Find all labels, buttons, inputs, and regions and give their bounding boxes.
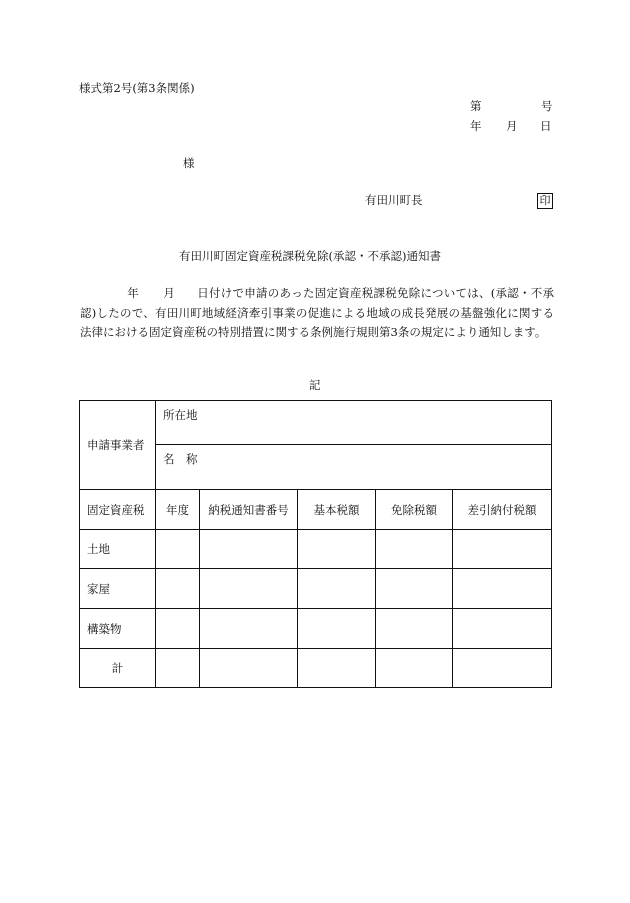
row-label-house: 家屋 (80, 569, 156, 609)
cell-base-tax (298, 569, 376, 609)
cell-net-tax (453, 609, 552, 649)
row-label-land: 土地 (80, 530, 156, 569)
cell-exempt-tax (376, 530, 453, 569)
cell-notice-number (200, 569, 298, 609)
cell-base-tax (298, 609, 376, 649)
body-month: 月 (163, 286, 176, 300)
cell-base-tax (298, 649, 376, 688)
exemption-table (79, 400, 552, 688)
header-notice-number: 納税通知書番号 (200, 490, 298, 530)
table-row (80, 569, 552, 609)
cell-net-tax (453, 530, 552, 569)
applicant-label: 申請事業者 (80, 401, 156, 490)
cell-year (156, 530, 200, 569)
table-row (80, 609, 552, 649)
header-exempt-tax: 免除税額 (376, 490, 453, 530)
cell-net-tax (453, 649, 552, 688)
cell-exempt-tax (376, 649, 453, 688)
form-number: 様式第2号(第3条関係) (79, 81, 195, 95)
cell-notice-number (200, 609, 298, 649)
addressee-suffix: 様 (183, 156, 195, 170)
date-month: 月 (506, 119, 518, 133)
date-day: 日 (540, 119, 552, 133)
header-year: 年度 (156, 490, 200, 530)
table-row (80, 530, 552, 569)
date-year: 年 (470, 119, 482, 133)
header-net-tax: 差引納付税額 (453, 490, 552, 530)
ki-label: 記 (309, 378, 321, 392)
cell-year (156, 569, 200, 609)
cell-exempt-tax (376, 609, 453, 649)
body-paragraph (80, 284, 554, 343)
location-field: 所在地 (156, 401, 552, 445)
cell-year (156, 649, 200, 688)
body-text: 日付けで申請のあった固定資産税課税免除については、(承認・不承認)したので、有田川町地域経済牽引事業の促進による地域の成長発展の基盤強化に関する法律における固定資産税の特別措置に関する条例施行規則第3条の規定により通知します。 (80, 286, 555, 339)
header-base-tax: 基本税額 (298, 490, 376, 530)
cell-notice-number (200, 649, 298, 688)
document-title: 有田川町固定資産税課税免除(承認・不承認)通知書 (179, 249, 441, 263)
name-field: 名 称 (156, 445, 552, 490)
cell-net-tax (453, 569, 552, 609)
table-row (80, 649, 552, 688)
row-label-structure: 構築物 (80, 609, 156, 649)
header-fixed-asset-tax: 固定資産税 (80, 490, 156, 530)
seal-mark: 印 (537, 193, 553, 209)
row-label-total: 計 (80, 649, 156, 688)
cell-year (156, 609, 200, 649)
cell-base-tax (298, 530, 376, 569)
doc-number-prefix: 第 (470, 99, 482, 113)
doc-number-suffix: 号 (541, 99, 553, 113)
cell-notice-number (200, 530, 298, 569)
body-year: 年 (127, 286, 140, 300)
issuer: 有田川町長 (365, 193, 423, 207)
cell-exempt-tax (376, 569, 453, 609)
